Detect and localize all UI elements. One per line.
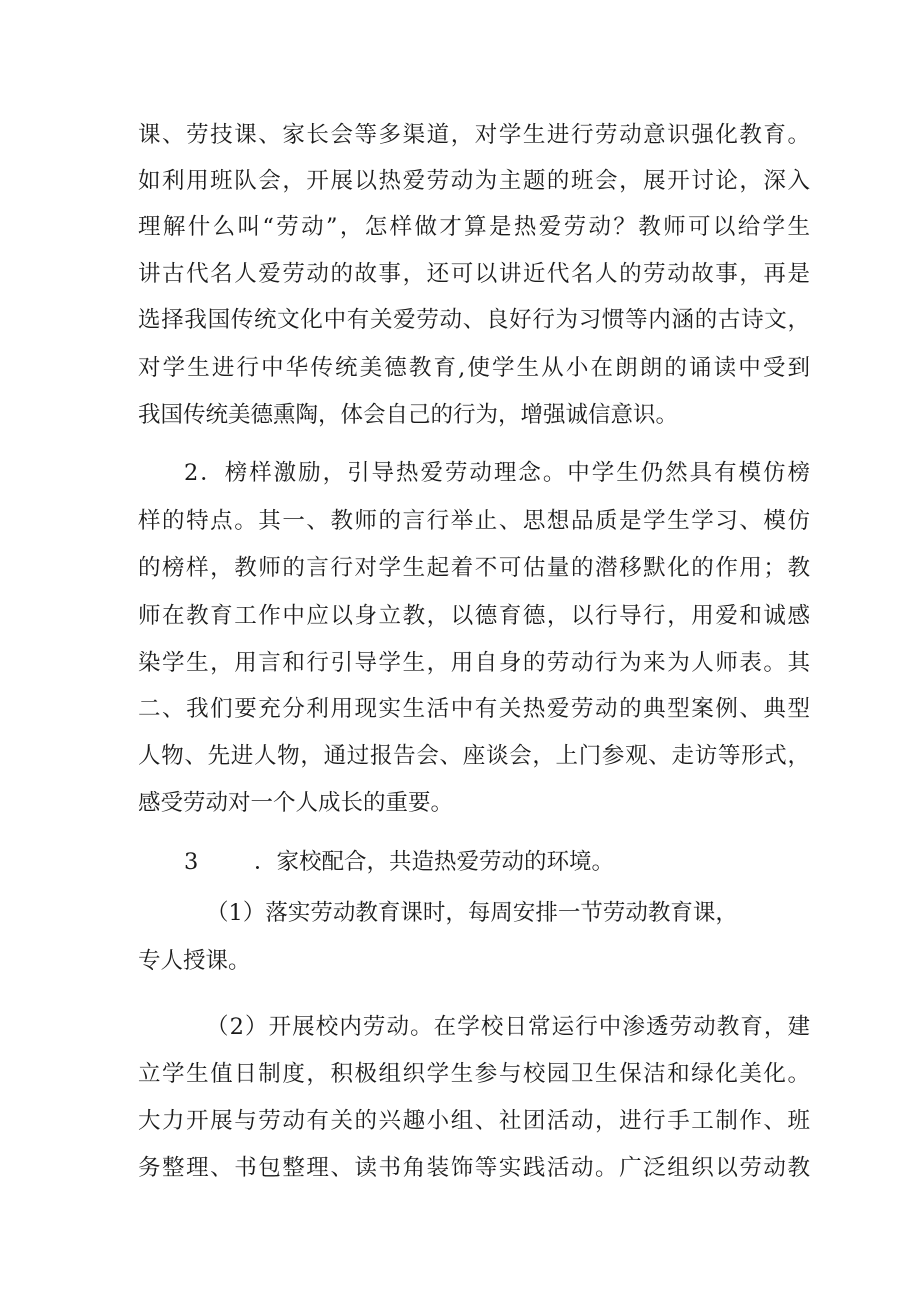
text-line: 大力开展与劳动有关的兴趣小组、社团活动，进行手工制作、班 bbox=[138, 1108, 810, 1134]
text-line: 专人授课。 bbox=[138, 948, 251, 974]
text-line: （1）落实劳动教育课时，每周安排一节劳动教育课， bbox=[206, 900, 738, 926]
section-number: 3 bbox=[184, 849, 199, 875]
text-line: 如利用班队会，开展以热爱劳动为主题的班会，展开讨论，深入 bbox=[138, 168, 810, 194]
text-line: 课、劳技课、家长会等多渠道，对学生进行劳动意识强化教育。 bbox=[138, 122, 810, 148]
text-line: 立学生值日制度，积极组织学生参与校园卫生保洁和绿化美化。 bbox=[138, 1061, 810, 1087]
text-line: 的榜样，教师的言行对学生起着不可估量的潜移默化的作用；教 bbox=[138, 555, 810, 581]
text-line: 务整理、书包整理、读书角装饰等实践活动。广泛组织以劳动教 bbox=[138, 1155, 810, 1181]
text-line: 选择我国传统文化中有关爱劳动、良好行为习惯等内涵的古诗文， bbox=[138, 307, 810, 333]
text-line: 二、我们要充分利用现实生活中有关热爱劳动的典型案例、典型 bbox=[138, 696, 810, 722]
section-title: ．家校配合，共造热爱劳动的环境。 bbox=[254, 849, 615, 875]
text-line: 师在教育工作中应以身立教，以德育德，以行导行，用爱和诚感 bbox=[138, 603, 810, 629]
text-line: 感受劳动对一个人成长的重要。 bbox=[138, 790, 454, 816]
text-line: 人物、先进人物，通过报告会、座谈会，上门参观、走访等形式， bbox=[138, 743, 810, 769]
text-line: 对学生进行中华传统美德教育,使学生从小在朗朗的诵读中受到 bbox=[138, 355, 810, 381]
text-line: 理解什么叫“劳动”，怎样做才算是热爱劳动？教师可以给学生 bbox=[138, 214, 810, 240]
text-line: 讲古代名人爱劳动的故事，还可以讲近代名人的劳动故事，再是 bbox=[138, 261, 810, 287]
text-line: 样的特点。其一、教师的言行举止、思想品质是学生学习、模仿 bbox=[138, 508, 810, 534]
text-line: （2）开展校内劳动。在学校日常运行中渗透劳动教育，建 bbox=[206, 1014, 810, 1040]
text-line: 我国传统美德熏陶，体会自己的行为，增强诚信意识。 bbox=[138, 402, 679, 428]
text-line: 染学生，用言和行引导学生，用自身的劳动行为来为人师表。其 bbox=[138, 650, 810, 676]
text-line: 2．榜样激励，引导热爱劳动理念。中学生仍然具有模仿榜 bbox=[184, 460, 810, 486]
